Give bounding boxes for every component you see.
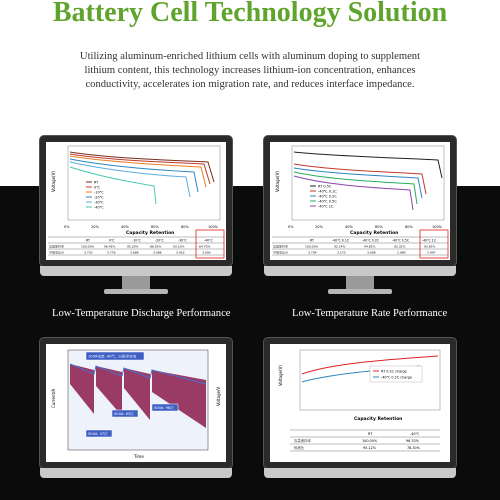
table-header: -40℃ 1C [422, 238, 437, 243]
monitor-chin [264, 266, 456, 276]
legend-item: 0℃ [94, 185, 101, 190]
legend-item: -40℃ 0.2C [318, 194, 337, 199]
y-axis-right-label: Voltage/V [216, 386, 221, 406]
table-cell: 容量保持率 [273, 244, 289, 249]
x-tick: 100% [432, 225, 443, 229]
table-cell: 中值电压/V [273, 250, 289, 255]
legend-item: -40℃ 0.5C [318, 199, 337, 204]
page-title: Battery Cell Technology Solution [52, 0, 448, 28]
x-axis-label: Capacity Retention [126, 231, 175, 236]
table-header: RT [368, 432, 373, 436]
table-cell: 93.10% [173, 244, 185, 249]
legend-item: -20℃ [94, 195, 104, 200]
table-header: -40℃ 0.1C [332, 238, 350, 243]
x-tick: 20% [91, 225, 99, 229]
x-tick: 60% [375, 225, 383, 229]
discharge-chart [46, 142, 226, 260]
monitor-chin [40, 468, 232, 478]
x-axis-label: Capacity Retention [350, 231, 399, 236]
x-tick: 60% [151, 225, 159, 229]
table-header: RT [310, 238, 314, 243]
data-table [290, 430, 440, 451]
monitor-neck [346, 276, 374, 290]
monitor-screen [40, 136, 232, 266]
table-header: -40℃ 0.5C [392, 238, 410, 243]
annotation-text: 400A: 63次 [114, 412, 134, 416]
table-cell: 3.423 [176, 250, 185, 255]
table-header: 0℃ [109, 238, 115, 243]
y-axis-label: Voltage(V) [278, 365, 283, 386]
y-axis-label: Voltage(V) [51, 171, 56, 192]
table-cell: 2.989 [397, 250, 406, 255]
x-tick: 0% [288, 225, 294, 229]
monitor-display [270, 344, 450, 462]
table-header: -40℃ 0.2C [362, 238, 380, 243]
monitor-foot [104, 289, 168, 294]
caption-discharge: Low-Temperature Discharge Performance [52, 308, 231, 319]
table-cell: 96.45% [104, 244, 116, 249]
monitor-screen [264, 136, 456, 266]
table-cell: 100.00% [305, 244, 319, 249]
legend [370, 366, 422, 382]
x-tick: 80% [181, 225, 189, 229]
table-header: -40℃ [204, 238, 213, 243]
x-tick: 80% [405, 225, 413, 229]
x-tick: 20% [315, 225, 323, 229]
rate-chart [270, 142, 450, 260]
table-header: -20℃ [155, 238, 164, 243]
monitor-chin [40, 266, 232, 276]
intro-paragraph: Utilizing aluminum-enriched lithium cells with aluminum doping to supplement lithium content, this technology increases lithium-ion concentration, enhances conductivity, accelerates ion migration rate, and reduces interface impedance. [79, 51, 421, 90]
table-header: -30℃ [178, 238, 187, 243]
table-cell: 94.82% [364, 244, 376, 249]
legend-item: -40℃ 1C [318, 204, 334, 209]
x-tick: 40% [121, 225, 129, 229]
x-axis-label: Time [134, 454, 144, 459]
table-header: -40℃ [410, 432, 420, 436]
table-header: RT [86, 238, 90, 243]
monitor-screen [264, 338, 456, 468]
table-cell: 95.20% [127, 244, 139, 249]
legend-item: -40℃ [94, 205, 104, 210]
monitor-display [270, 142, 450, 260]
table-cell: 93.65% [424, 244, 436, 249]
table-cell: 100.00% [362, 439, 378, 443]
table-cell: 64.70% [199, 244, 211, 249]
annotation-text: 100A电流 -40℃, 1s脉冲放电 [88, 354, 137, 359]
table-cell: 95.12% [363, 446, 376, 450]
x-tick: 40% [345, 225, 353, 229]
table-cell: 容量保持率 [49, 244, 65, 249]
charge-chart [270, 344, 450, 462]
legend-item: -30℃ [94, 200, 104, 205]
annotation-text: 500A: 98次 [154, 406, 174, 410]
y-axis-left-label: Current/A [51, 388, 56, 408]
table-cell: 3.588 [153, 250, 162, 255]
legend-item: RT [94, 180, 99, 185]
table-cell: 恒流比 [294, 446, 305, 450]
x-axis-label: Capacity Retention [354, 417, 403, 422]
monitor-chin [264, 468, 456, 478]
monitor-display [46, 344, 226, 462]
table-cell: 3.733 [84, 250, 93, 255]
table-cell: 3.170 [337, 250, 346, 255]
annotation-text: 500A: 37次 [88, 432, 108, 436]
x-tick: 100% [208, 225, 219, 229]
table-cell: 3.734 [308, 250, 317, 255]
legend-item: RT 0.5C [318, 184, 332, 189]
monitor-display [46, 142, 226, 260]
table-header: -10℃ [132, 238, 141, 243]
table-cell: 92.32% [394, 244, 406, 249]
monitor-foot [328, 289, 392, 294]
legend-item: -40℃ 0.1C [318, 189, 337, 194]
table-cell: 容量保持率 [294, 439, 311, 443]
legend-item: -10℃ [94, 190, 104, 195]
caption-rate: Low-Temperature Rate Performance [292, 308, 448, 319]
table-cell: 2.997 [427, 250, 436, 255]
table-cell: 78.30% [407, 446, 420, 450]
table-cell: 3.000 [202, 250, 211, 255]
monitor-screen [40, 338, 232, 468]
legend-item: -40℃ 0.2C charge [381, 375, 412, 380]
y-axis-label: Voltage(V) [275, 171, 280, 192]
table-cell: 92.14% [334, 244, 346, 249]
table-cell: 3.686 [130, 250, 139, 255]
table-cell: 96.33% [406, 439, 419, 443]
x-tick: 0% [64, 225, 70, 229]
table-cell: 86.55% [150, 244, 162, 249]
table-cell: 中值电压/V [49, 250, 65, 255]
monitor-neck [122, 276, 150, 290]
table-cell: 100.00% [81, 244, 95, 249]
table-cell: 3.098 [367, 250, 376, 255]
table-cell: 3.776 [107, 250, 116, 255]
pulse-chart [46, 344, 226, 462]
legend-item: RT 0.2C charge [381, 369, 407, 374]
